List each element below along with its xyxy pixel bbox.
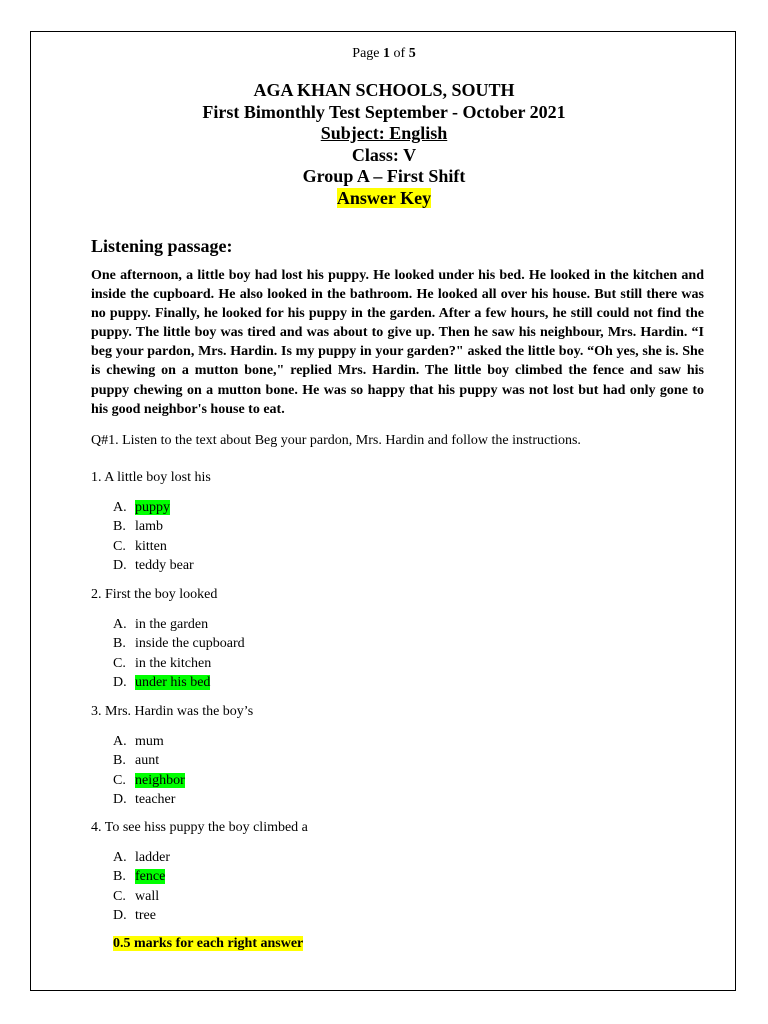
question-2-options bbox=[113, 615, 245, 692]
option: D. tree bbox=[113, 907, 156, 923]
correct-answer: under his bed bbox=[135, 674, 211, 690]
option: C. neighbor bbox=[113, 772, 185, 788]
option: D. teddy bear bbox=[113, 557, 194, 573]
page-label: Page bbox=[352, 46, 384, 61]
option: A. puppy bbox=[113, 500, 170, 515]
marks-note: 0.5 marks for each right answer bbox=[113, 936, 304, 951]
question-instruction: Q#1. Listen to the text about Beg your pardon, Mrs. Hardin and follow the instructions. bbox=[91, 433, 581, 448]
question-4-options bbox=[113, 848, 170, 925]
test-title: First Bimonthly Test September - October 2021 bbox=[202, 101, 566, 122]
page-total: 5 bbox=[408, 46, 416, 61]
option: B. aunt bbox=[113, 753, 160, 769]
answer-key-label: Answer Key bbox=[336, 187, 432, 208]
subject-line: Subject: English bbox=[320, 123, 448, 143]
option: A. ladder bbox=[113, 850, 170, 865]
listening-title: Listening passage: bbox=[91, 236, 233, 256]
option: C. in the kitchen bbox=[113, 655, 212, 671]
correct-answer: fence bbox=[135, 869, 166, 885]
question-3-options bbox=[113, 732, 185, 809]
group-line: Group A – First Shift bbox=[302, 166, 466, 186]
listening-passage: One afternoon, a little boy had lost his puppy. He looked under his bed. He looked in the kitchen and inside the cupboard. He also looked in the bathroom. He looked all over his house. But still there was no puppy. Finally, he looked for his puppy in the garden. After a few hours, he still could not find the puppy. The little boy was tired and was about to give up. Then he saw his neighbour, Mrs. Hardin. “I beg your pardon, Mrs. Hardin. Is my puppy in your garden?" asked the little boy. “Oh yes, she is. She is chewing on a mutton bone," replied Mrs. Hardin. The little boy climbed the fence and saw his puppy chewing on a mutton bone. He was so happy that his puppy was not lost but had only gone to his good neighbor's house to eat. bbox=[91, 268, 704, 417]
document-header bbox=[0, 80, 768, 209]
school-name: AGA KHAN SCHOOLS, SOUTH bbox=[253, 80, 515, 100]
option: C. wall bbox=[113, 888, 160, 904]
option: D. teacher bbox=[113, 791, 176, 807]
option: D. under his bed bbox=[113, 674, 211, 690]
question-2: 2. First the boy looked bbox=[91, 587, 218, 602]
page-of: of bbox=[390, 46, 409, 61]
question-4: 4. To see hiss puppy the boy climbed a bbox=[91, 820, 308, 835]
option: A. mum bbox=[113, 734, 164, 749]
class-line: Class: V bbox=[351, 144, 417, 165]
option: B. inside the cupboard bbox=[113, 636, 245, 652]
option: C. kitten bbox=[113, 538, 167, 554]
option: A. in the garden bbox=[113, 617, 209, 632]
page-number bbox=[0, 46, 768, 62]
page-current: 1 bbox=[383, 46, 391, 61]
option: B. lamb bbox=[113, 519, 163, 535]
question-3: 3. Mrs. Hardin was the boy’s bbox=[91, 704, 254, 719]
question-1: 1. A little boy lost his bbox=[91, 470, 211, 485]
option: B. fence bbox=[113, 869, 166, 885]
question-1-options bbox=[113, 498, 194, 575]
correct-answer: puppy bbox=[135, 500, 170, 515]
correct-answer: neighbor bbox=[135, 772, 185, 788]
